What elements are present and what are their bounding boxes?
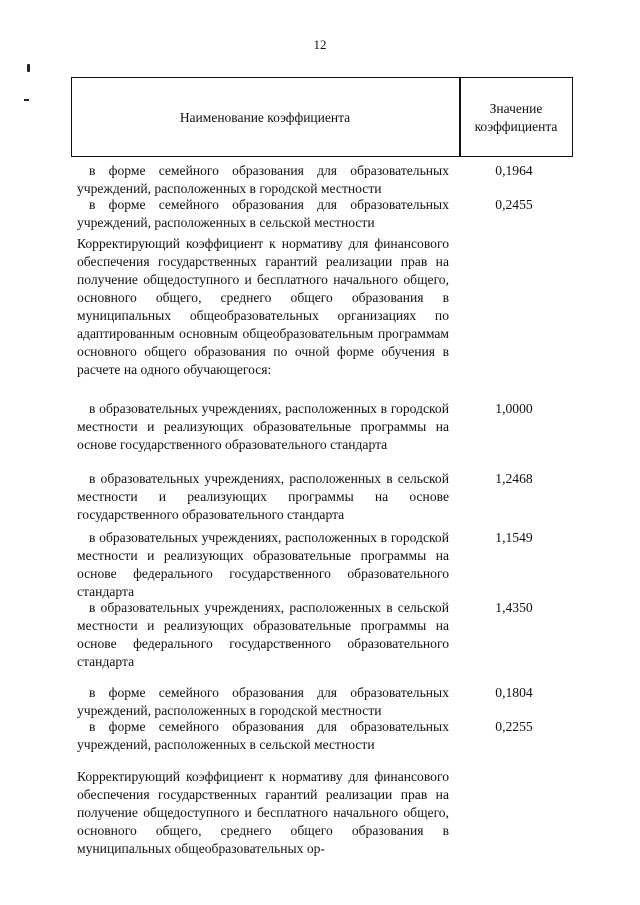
coefficient-group-heading: Корректирующий коэффициент к нормативу для финансового обеспечения государственных гарантий реализации прав на получение общедоступного и бесплатного начального общего, основного общего, среднего общего образования в муниципальных общеобразовательных ор- <box>77 769 449 856</box>
coefficient-name: в образовательных учреждениях, расположенных в сельской местности и реализующих образовательные программы на основе федерального государственного образовательного стандарта <box>77 600 449 669</box>
coefficient-value: 1,0000 <box>495 401 533 416</box>
coefficient-name: в форме семейного образования для образовательных учреждений, расположенных в сельской местности <box>77 719 449 752</box>
coefficient-name: в форме семейного образования для образовательных учреждений, расположенных в городской местности <box>77 163 449 196</box>
coefficient-value: 1,1549 <box>495 530 533 545</box>
scan-mark <box>27 64 30 72</box>
header-value-line: коэффициента <box>474 119 558 134</box>
coefficient-name: в образовательных учреждениях, расположенных в городской местности и реализующих образовательные программы на основе государственного образовательного стандарта <box>77 401 449 452</box>
coefficient-name: в образовательных учреждениях, расположенных в городской местности и реализующих образовательные программы на основе федерального государственного образовательного стандарта <box>77 530 449 599</box>
coefficient-value: 1,2468 <box>495 471 533 486</box>
header-value-cell <box>460 100 572 136</box>
header-name-cell: Наименование коэффициента <box>179 110 351 125</box>
coefficient-value: 0,2455 <box>495 197 533 212</box>
coefficient-name: в форме семейного образования для образовательных учреждений, расположенных в сельской местности <box>77 197 449 230</box>
coefficient-name: в форме семейного образования для образовательных учреждений, расположенных в городской местности <box>77 685 449 718</box>
coefficient-value: 0,1804 <box>495 685 533 700</box>
coefficient-value: 1,4350 <box>495 600 533 615</box>
header-value-line: Значение <box>489 101 543 116</box>
coefficient-group-heading: Корректирующий коэффициент к нормативу для финансового обеспечения государственных гарантий реализации прав на получение общедоступного и бесплатного начального общего, основного общего, среднего общего образования в муниципальных общеобразовательных организациях по адаптированным основным общеобразовательным программам основного общего образования по очной форме обучения в расчете на одного обучающегося: <box>77 236 449 377</box>
coefficient-value: 0,2255 <box>495 719 533 734</box>
coefficient-value: 0,1964 <box>495 163 533 178</box>
coefficient-name: в образовательных учреждениях, расположенных в сельской местности и реализующих программы на основе государственного образовательного стандарта <box>77 471 449 522</box>
scan-mark <box>24 99 29 101</box>
page-number: 12 <box>313 37 327 52</box>
